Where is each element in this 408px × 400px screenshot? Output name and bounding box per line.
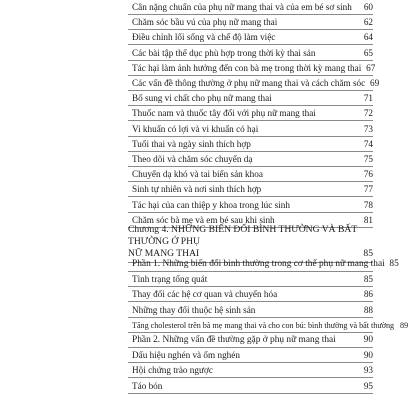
toc-entry-page: 77 [363,184,373,195]
toc-entry-page: 71 [363,93,373,104]
toc-entry-page: 69 [370,78,380,88]
toc-entry-title: Sinh tự nhiên và nơi sinh thích hợp [132,184,262,195]
toc-entry-page: 78 [363,199,373,210]
toc-entry-page: 85 [363,274,373,285]
toc-entry-title: Hội chứng trào ngược [132,365,213,376]
toc-entry-title: Theo dõi và chăm sóc chuyển dạ [132,154,253,164]
toc-entry-page: 93 [363,365,373,376]
toc-entry-page: 76 [363,169,373,180]
toc-entry-title: Tác hại làm ảnh hưởng đến con bà mẹ trong thời kỳ mang thai [132,62,362,73]
toc-entry[interactable] [128,375,373,392]
toc-entry-title: Bổ sung vi chất cho phụ nữ mang thai [132,93,272,104]
part-page: 90 [363,335,373,345]
toc-entry-page: 67 [366,62,376,73]
toc-entry-page: 60 [363,2,373,12]
toc-entry-title: Tuổi thai và ngày sinh thích hợp [132,138,251,149]
toc-entry-page: 73 [363,123,373,134]
toc-entry-title: Tình trạng tổng quát [132,274,208,285]
toc-entry-title: Chuyển dạ khó và tai biến sản khoa [132,169,263,180]
toc-entry-title: Chăm sóc bầu vú của phụ nữ mang thai [132,17,278,28]
toc-entry-title: Tác hại của can thiệp y khoa trong lúc sinh [132,199,290,210]
toc-entry-title: Chăm sóc bà mẹ và em bé sau khi sinh [132,214,275,225]
toc-entry-page: 95 [363,380,373,391]
chapter-title-line2: NỮ MANG THAI [128,248,200,259]
toc-entry-title: Thay đổi các hệ cơ quan và chuyển hóa [132,289,278,300]
chapter-title-line1: Chương 4. NHỮNG BIẾN ĐỔI BÌNH THƯỜNG VÀ BẤT THƯỜNG Ở PHỤ [128,224,358,247]
part-page: 85 [389,259,399,269]
toc-entry-page: 75 [363,154,373,164]
part-title: Phần 2. Những vấn đề thường gặp ở phụ nữ mang thai [132,335,336,345]
toc-entry-title: Những thay đổi thuộc hệ sinh sản [132,304,256,315]
toc-entry-page: 65 [363,47,373,58]
toc-entry-page: 88 [363,304,373,315]
toc-entry-page: 62 [363,17,373,28]
toc-entry-page: 72 [363,108,373,119]
toc-entry-page: 81 [363,214,373,225]
toc-entry-title: Các bài tập thể dục phù hợp trong thời kỳ thai sản [132,47,316,58]
toc-entry-title: Dấu hiệu nghén và ốm nghén [132,350,240,361]
toc-entry-page: 86 [363,289,373,300]
toc-entry-page: 90 [363,350,373,361]
toc-entry-title: Táo bón [132,380,163,391]
toc-entry-page: 74 [363,138,373,149]
toc-entry-title: Tăng cholesterol trên bà mẹ mang thai và cho con bú: bình thường và bất thường [132,320,395,330]
toc-entry-page: 89 [400,320,408,330]
toc-entry-title: Cân nặng chuẩn của phụ nữ mang thai và của em bé sơ sinh [132,2,352,12]
toc-entry-title: Các vấn đề thông thường ở phụ nữ mang thai và cách chăm sóc [132,78,366,88]
chapter-page: 85 [363,248,373,259]
toc-entry-title: Thuốc nam và thuốc tây đối với phụ nữ mang thai [132,108,316,119]
part-title: Phần 1. Những biến đổi bình thường trong cơ thể phụ nữ mang thai [132,259,385,269]
toc-entry-page: 64 [363,32,373,43]
toc-entry-title: Điều chỉnh lối sống và chế độ làm việc [132,32,276,43]
toc-entry-title: Vi khuẩn có lợi và vi khuẩn có hại [132,123,259,134]
